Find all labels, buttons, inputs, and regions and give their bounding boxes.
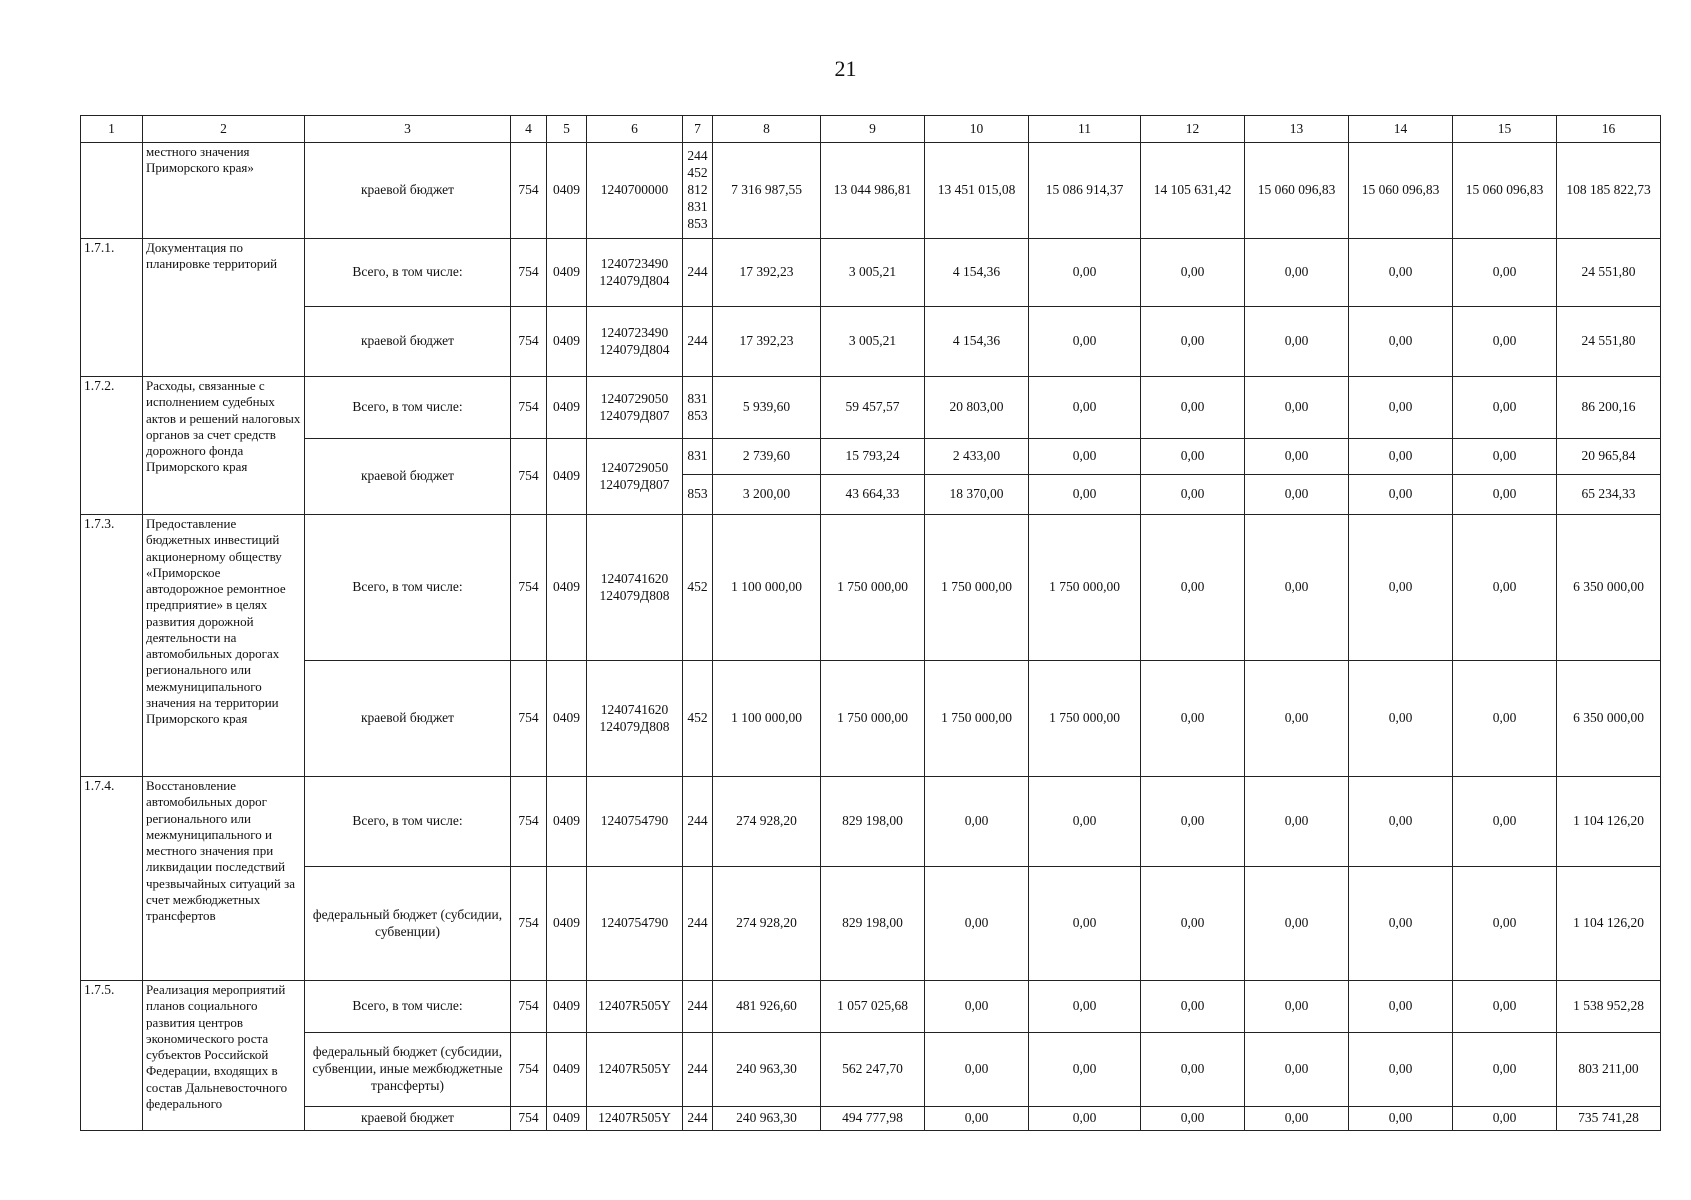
grbs-code: 754 [511,377,547,439]
value-cell: 0,00 [1453,1107,1557,1131]
value-cell: 0,00 [1245,777,1349,867]
value-cell: 562 247,70 [821,1033,925,1107]
csr-code: 1240700000 [587,143,683,239]
value-cell: 0,00 [1029,439,1141,475]
value-cell: 15 086 914,37 [1029,143,1141,239]
value-cell: 274 928,20 [713,867,821,981]
value-cell: 0,00 [1453,981,1557,1033]
table-row [81,1107,1661,1131]
funding-source: краевой бюджет [305,143,511,239]
value-cell: 18 370,00 [925,475,1029,515]
value-cell: 1 104 126,20 [1557,777,1661,867]
page-number: 21 [834,56,857,81]
value-cell: 1 538 952,28 [1557,981,1661,1033]
vr-code: 244 [683,307,713,377]
csr-code: 1240723490 124079Д804 [587,307,683,377]
value-cell: 2 433,00 [925,439,1029,475]
value-cell: 0,00 [1453,439,1557,475]
funding-source: Всего, в том числе: [305,239,511,307]
table-row [81,661,1661,777]
item-index: 1.7.1. [81,239,143,377]
value-cell: 0,00 [1349,777,1453,867]
value-cell: 0,00 [925,867,1029,981]
value-cell: 0,00 [1245,239,1349,307]
value-cell: 3 005,21 [821,307,925,377]
value-cell: 0,00 [1141,377,1245,439]
value-cell: 1 100 000,00 [713,661,821,777]
vr-code: 853 [683,475,713,515]
value-cell: 0,00 [1453,661,1557,777]
table-row [81,143,1661,239]
value-cell: 86 200,16 [1557,377,1661,439]
value-cell: 17 392,23 [713,307,821,377]
funding-source: Всего, в том числе: [305,377,511,439]
value-cell: 240 963,30 [713,1033,821,1107]
item-name: Реализация мероприятий планов социального развития центров экономического роста субъектов Российской Федерации, входящих в состав Дальневосточного федерального [143,981,305,1131]
value-cell: 0,00 [1245,661,1349,777]
grbs-code: 754 [511,661,547,777]
vr-code: 831 [683,439,713,475]
header-cell: 12 [1141,116,1245,143]
header-cell: 11 [1029,116,1141,143]
value-cell: 0,00 [1029,1107,1141,1131]
value-cell: 1 750 000,00 [821,661,925,777]
value-cell: 0,00 [1453,867,1557,981]
vr-code: 244 [683,239,713,307]
header-cell: 4 [511,116,547,143]
funding-source: краевой бюджет [305,1107,511,1131]
value-cell: 0,00 [1453,307,1557,377]
vr-code: 452 [683,515,713,661]
csr-code: 1240723490 124079Д804 [587,239,683,307]
value-cell: 24 551,80 [1557,239,1661,307]
csr-code: 1240741620 124079Д808 [587,515,683,661]
value-cell: 0,00 [1349,475,1453,515]
value-cell: 0,00 [1141,239,1245,307]
value-cell: 0,00 [1141,475,1245,515]
value-cell: 240 963,30 [713,1107,821,1131]
value-cell: 1 750 000,00 [1029,515,1141,661]
header-cell: 14 [1349,116,1453,143]
value-cell: 59 457,57 [821,377,925,439]
grbs-code: 754 [511,1107,547,1131]
value-cell: 0,00 [1029,475,1141,515]
value-cell: 0,00 [1245,475,1349,515]
value-cell: 0,00 [1141,1033,1245,1107]
value-cell: 5 939,60 [713,377,821,439]
value-cell: 0,00 [1245,515,1349,661]
value-cell: 43 664,33 [821,475,925,515]
value-cell: 0,00 [1029,777,1141,867]
table-row [81,867,1661,981]
value-cell: 0,00 [1349,867,1453,981]
value-cell: 7 316 987,55 [713,143,821,239]
item-index [81,143,143,239]
header-cell: 16 [1557,116,1661,143]
funding-source: Всего, в том числе: [305,777,511,867]
value-cell: 0,00 [1141,439,1245,475]
header-row [81,116,1661,143]
grbs-code: 754 [511,143,547,239]
value-cell: 0,00 [1349,439,1453,475]
csr-code: 1240754790 [587,777,683,867]
rzpr-code: 0409 [547,143,587,239]
value-cell: 0,00 [1349,1107,1453,1131]
vr-code: 244 452 812 831 853 [683,143,713,239]
table-row [81,439,1661,475]
funding-source: краевой бюджет [305,307,511,377]
value-cell: 0,00 [1245,981,1349,1033]
header-cell: 8 [713,116,821,143]
value-cell: 0,00 [1453,515,1557,661]
rzpr-code: 0409 [547,515,587,661]
value-cell: 481 926,60 [713,981,821,1033]
value-cell: 0,00 [1349,981,1453,1033]
value-cell: 1 750 000,00 [821,515,925,661]
rzpr-code: 0409 [547,307,587,377]
item-index: 1.7.2. [81,377,143,515]
value-cell: 0,00 [1245,377,1349,439]
item-name: Расходы, связанные с исполнением судебных актов и решений налоговых органов за счет средств дорожного фонда Приморского края [143,377,305,515]
header-cell: 10 [925,116,1029,143]
value-cell: 65 234,33 [1557,475,1661,515]
value-cell: 15 060 096,83 [1349,143,1453,239]
header-cell: 1 [81,116,143,143]
value-cell: 0,00 [1245,307,1349,377]
funding-source: краевой бюджет [305,439,511,515]
item-index: 1.7.3. [81,515,143,777]
value-cell: 15 060 096,83 [1245,143,1349,239]
item-name: Восстановление автомобильных дорог регионального или межмуниципального и местного значения при ликвидации последствий чрезвычайных ситуаций за счет межбюджетных трансфертов [143,777,305,981]
value-cell: 0,00 [925,1107,1029,1131]
value-cell: 0,00 [1349,377,1453,439]
header-cell: 13 [1245,116,1349,143]
grbs-code: 754 [511,867,547,981]
value-cell: 0,00 [1349,661,1453,777]
value-cell: 20 965,84 [1557,439,1661,475]
value-cell: 14 105 631,42 [1141,143,1245,239]
value-cell: 3 200,00 [713,475,821,515]
value-cell: 1 100 000,00 [713,515,821,661]
value-cell: 0,00 [925,777,1029,867]
vr-code: 244 [683,1033,713,1107]
budget-table [80,115,1661,1131]
value-cell: 0,00 [1029,377,1141,439]
value-cell: 0,00 [1453,475,1557,515]
value-cell: 0,00 [1029,867,1141,981]
rzpr-code: 0409 [547,981,587,1033]
value-cell: 0,00 [1453,777,1557,867]
table-row [81,1033,1661,1107]
grbs-code: 754 [511,439,547,515]
csr-code: 12407R505Y [587,981,683,1033]
table-row [81,377,1661,439]
value-cell: 6 350 000,00 [1557,515,1661,661]
value-cell: 13 451 015,08 [925,143,1029,239]
table-row [81,777,1661,867]
value-cell: 0,00 [925,981,1029,1033]
header-cell: 7 [683,116,713,143]
header-cell: 6 [587,116,683,143]
funding-source: Всего, в том числе: [305,981,511,1033]
item-name: местного значения Приморского края» [143,143,305,239]
csr-code: 1240741620 124079Д808 [587,661,683,777]
value-cell: 15 793,24 [821,439,925,475]
rzpr-code: 0409 [547,777,587,867]
header-cell: 9 [821,116,925,143]
funding-source: Всего, в том числе: [305,515,511,661]
value-cell: 4 154,36 [925,307,1029,377]
value-cell: 829 198,00 [821,867,925,981]
csr-code: 12407R505Y [587,1107,683,1131]
vr-code: 244 [683,1107,713,1131]
rzpr-code: 0409 [547,867,587,981]
value-cell: 0,00 [1453,239,1557,307]
value-cell: 0,00 [1245,867,1349,981]
vr-code: 244 [683,777,713,867]
header-cell: 15 [1453,116,1557,143]
grbs-code: 754 [511,981,547,1033]
value-cell: 0,00 [1029,307,1141,377]
grbs-code: 754 [511,515,547,661]
value-cell: 0,00 [1453,1033,1557,1107]
funding-source: федеральный бюджет (субсидии, субвенции, иные межбюджетные трансферты) [305,1033,511,1107]
table-row [81,515,1661,661]
value-cell: 0,00 [1141,1107,1245,1131]
item-name: Предоставление бюджетных инвестиций акционерному обществу «Приморское автодорожное ремонтное предприятие» в целях развития дорожной деятельности на автомобильных дорогах регионального или межмуниципального значения на территории Приморского края [143,515,305,777]
vr-code: 244 [683,867,713,981]
value-cell: 274 928,20 [713,777,821,867]
funding-source: краевой бюджет [305,661,511,777]
item-index: 1.7.5. [81,981,143,1131]
value-cell: 1 750 000,00 [925,515,1029,661]
value-cell: 0,00 [1029,1033,1141,1107]
item-name: Документация по планировке территорий [143,239,305,377]
value-cell: 0,00 [1349,515,1453,661]
value-cell: 0,00 [1141,981,1245,1033]
value-cell: 1 104 126,20 [1557,867,1661,981]
header-cell: 5 [547,116,587,143]
rzpr-code: 0409 [547,1107,587,1131]
value-cell: 0,00 [1029,239,1141,307]
value-cell: 0,00 [1029,981,1141,1033]
value-cell: 0,00 [1141,777,1245,867]
vr-code: 244 [683,981,713,1033]
value-cell: 735 741,28 [1557,1107,1661,1131]
rzpr-code: 0409 [547,439,587,515]
value-cell: 0,00 [1141,307,1245,377]
value-cell: 0,00 [1245,1033,1349,1107]
value-cell: 108 185 822,73 [1557,143,1661,239]
table-row [81,307,1661,377]
rzpr-code: 0409 [547,239,587,307]
value-cell: 4 154,36 [925,239,1029,307]
value-cell: 17 392,23 [713,239,821,307]
value-cell: 13 044 986,81 [821,143,925,239]
value-cell: 1 750 000,00 [1029,661,1141,777]
value-cell: 0,00 [925,1033,1029,1107]
value-cell: 0,00 [1141,867,1245,981]
value-cell: 0,00 [1349,1033,1453,1107]
csr-code: 1240729050 124079Д807 [587,377,683,439]
value-cell: 2 739,60 [713,439,821,475]
table-row [81,981,1661,1033]
table-row [81,239,1661,307]
rzpr-code: 0409 [547,661,587,777]
value-cell: 15 060 096,83 [1453,143,1557,239]
value-cell: 1 750 000,00 [925,661,1029,777]
csr-code: 1240729050 124079Д807 [587,439,683,515]
header-cell: 2 [143,116,305,143]
value-cell: 0,00 [1245,439,1349,475]
vr-code: 452 [683,661,713,777]
value-cell: 0,00 [1349,307,1453,377]
grbs-code: 754 [511,777,547,867]
rzpr-code: 0409 [547,377,587,439]
value-cell: 0,00 [1141,515,1245,661]
csr-code: 12407R505Y [587,1033,683,1107]
value-cell: 24 551,80 [1557,307,1661,377]
value-cell: 3 005,21 [821,239,925,307]
value-cell: 0,00 [1349,239,1453,307]
rzpr-code: 0409 [547,1033,587,1107]
item-index: 1.7.4. [81,777,143,981]
value-cell: 494 777,98 [821,1107,925,1131]
value-cell: 20 803,00 [925,377,1029,439]
vr-code: 831 853 [683,377,713,439]
value-cell: 6 350 000,00 [1557,661,1661,777]
value-cell: 0,00 [1245,1107,1349,1131]
value-cell: 0,00 [1453,377,1557,439]
funding-source: федеральный бюджет (субсидии, субвенции) [305,867,511,981]
value-cell: 0,00 [1141,661,1245,777]
value-cell: 829 198,00 [821,777,925,867]
grbs-code: 754 [511,239,547,307]
grbs-code: 754 [511,307,547,377]
header-cell: 3 [305,116,511,143]
grbs-code: 754 [511,1033,547,1107]
value-cell: 803 211,00 [1557,1033,1661,1107]
csr-code: 1240754790 [587,867,683,981]
value-cell: 1 057 025,68 [821,981,925,1033]
